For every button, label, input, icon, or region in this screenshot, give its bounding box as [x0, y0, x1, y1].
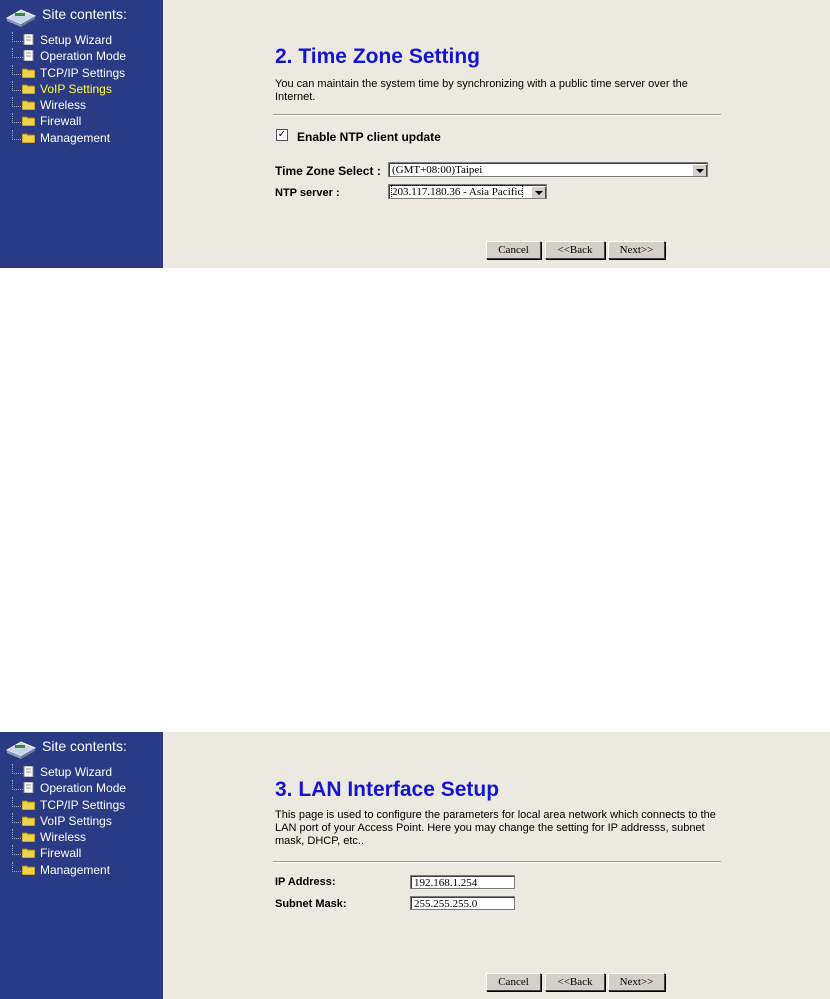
lan-interface-setup-screen	[0, 732, 830, 999]
sidebar-item-label: Management	[40, 130, 111, 145]
checkmark-icon: ✓	[277, 129, 287, 140]
sidebar-item-label: Operation Mode	[40, 49, 127, 64]
folder-icon	[22, 831, 35, 842]
sidebar-item-wireless[interactable]	[12, 97, 126, 113]
ip-address-label: IP Address:	[275, 876, 336, 888]
sidebar-item-label: Setup Wizard	[40, 765, 113, 779]
sidebar	[0, 732, 163, 999]
ntp-server-label: NTP server :	[275, 187, 340, 199]
timezone-select-value: (GMT+08:00)Taipei	[392, 164, 483, 176]
sidebar-item-management[interactable]	[12, 130, 126, 146]
sidebar-item-label: VoIP Settings	[40, 813, 112, 828]
time-zone-setting-screen	[0, 0, 830, 268]
sidebar-item-setup-wizard[interactable]	[12, 32, 126, 48]
ntp-server-select-value: 203.117.180.36 - Asia Pacific	[392, 186, 523, 198]
site-tree	[12, 32, 126, 146]
folder-icon	[22, 799, 35, 810]
sidebar-item-firewall[interactable]	[12, 113, 126, 129]
document-icon	[22, 766, 35, 777]
sidebar-item-label: Management	[40, 862, 111, 877]
site-tree	[12, 764, 126, 878]
back-button[interactable]: <<Back	[545, 241, 605, 259]
main-content	[163, 732, 830, 999]
network-device-icon	[5, 4, 37, 28]
subnet-mask-label: Subnet Mask:	[275, 898, 347, 910]
folder-icon	[22, 115, 35, 126]
timezone-label: Time Zone Select :	[275, 164, 381, 178]
document-icon	[22, 34, 35, 45]
sidebar-item-voip-settings[interactable]	[12, 813, 126, 829]
sidebar-title: Site contents:	[42, 738, 127, 754]
sidebar-item-setup-wizard[interactable]	[12, 764, 126, 780]
folder-icon	[22, 815, 35, 826]
page-description: This page is used to configure the parameters for local area network which connects to the LAN port of your Access Point. Here you may change the setting for IP addresss, subnet mask, DHCP, etc..	[275, 809, 716, 847]
timezone-select[interactable]	[388, 162, 708, 177]
sidebar-item-label: Firewall	[40, 846, 82, 861]
chevron-down-icon[interactable]	[531, 186, 545, 198]
sidebar	[0, 0, 163, 268]
sidebar-item-label: TCP/IP Settings	[40, 797, 126, 812]
folder-icon	[22, 847, 35, 858]
sidebar-item-firewall[interactable]	[12, 845, 126, 861]
ntp-enable-label: Enable NTP client update	[297, 130, 441, 144]
sidebar-item-label: Wireless	[40, 98, 87, 113]
folder-icon	[22, 67, 35, 78]
subnet-mask-field[interactable]: 255.255.255.0	[410, 896, 515, 910]
folder-icon	[22, 83, 35, 94]
sidebar-item-label: Firewall	[40, 114, 82, 129]
sidebar-item-label: Operation Mode	[40, 781, 127, 796]
ip-address-field[interactable]: 192.168.1.254	[410, 875, 515, 889]
document-icon	[22, 782, 35, 793]
chevron-down-icon[interactable]	[692, 164, 706, 176]
network-device-icon	[5, 736, 37, 760]
sidebar-item-label: Wireless	[40, 830, 87, 845]
cancel-button[interactable]: Cancel	[486, 973, 541, 991]
sidebar-item-voip-settings[interactable]	[12, 81, 126, 97]
sidebar-item-label: VoIP Settings	[40, 81, 112, 96]
sidebar-item-label: Setup Wizard	[40, 33, 113, 47]
sidebar-item-tcpip-settings[interactable]	[12, 797, 126, 813]
divider	[273, 114, 721, 116]
main-content	[163, 0, 830, 268]
sidebar-title: Site contents:	[42, 6, 127, 22]
sidebar-item-management[interactable]	[12, 862, 126, 878]
document-icon	[22, 50, 35, 61]
folder-icon	[22, 864, 35, 875]
page-title: 2. Time Zone Setting	[275, 45, 480, 68]
folder-icon	[22, 99, 35, 110]
divider	[273, 861, 721, 863]
sidebar-item-wireless[interactable]	[12, 829, 126, 845]
sidebar-item-tcpip-settings[interactable]	[12, 65, 126, 81]
sidebar-item-operation-mode[interactable]	[12, 48, 126, 64]
back-button[interactable]: <<Back	[545, 973, 605, 991]
next-button[interactable]: Next>>	[608, 241, 665, 259]
ntp-server-select[interactable]	[388, 184, 547, 199]
ntp-enable-checkbox[interactable]	[276, 129, 288, 141]
cancel-button[interactable]: Cancel	[486, 241, 541, 259]
sidebar-item-operation-mode[interactable]	[12, 780, 126, 796]
page-description: You can maintain the system time by synchronizing with a public time server over the Internet.	[275, 78, 688, 103]
next-button[interactable]: Next>>	[608, 973, 665, 991]
folder-icon	[22, 132, 35, 143]
sidebar-item-label: TCP/IP Settings	[40, 65, 126, 80]
page-title: 3. LAN Interface Setup	[275, 778, 500, 801]
